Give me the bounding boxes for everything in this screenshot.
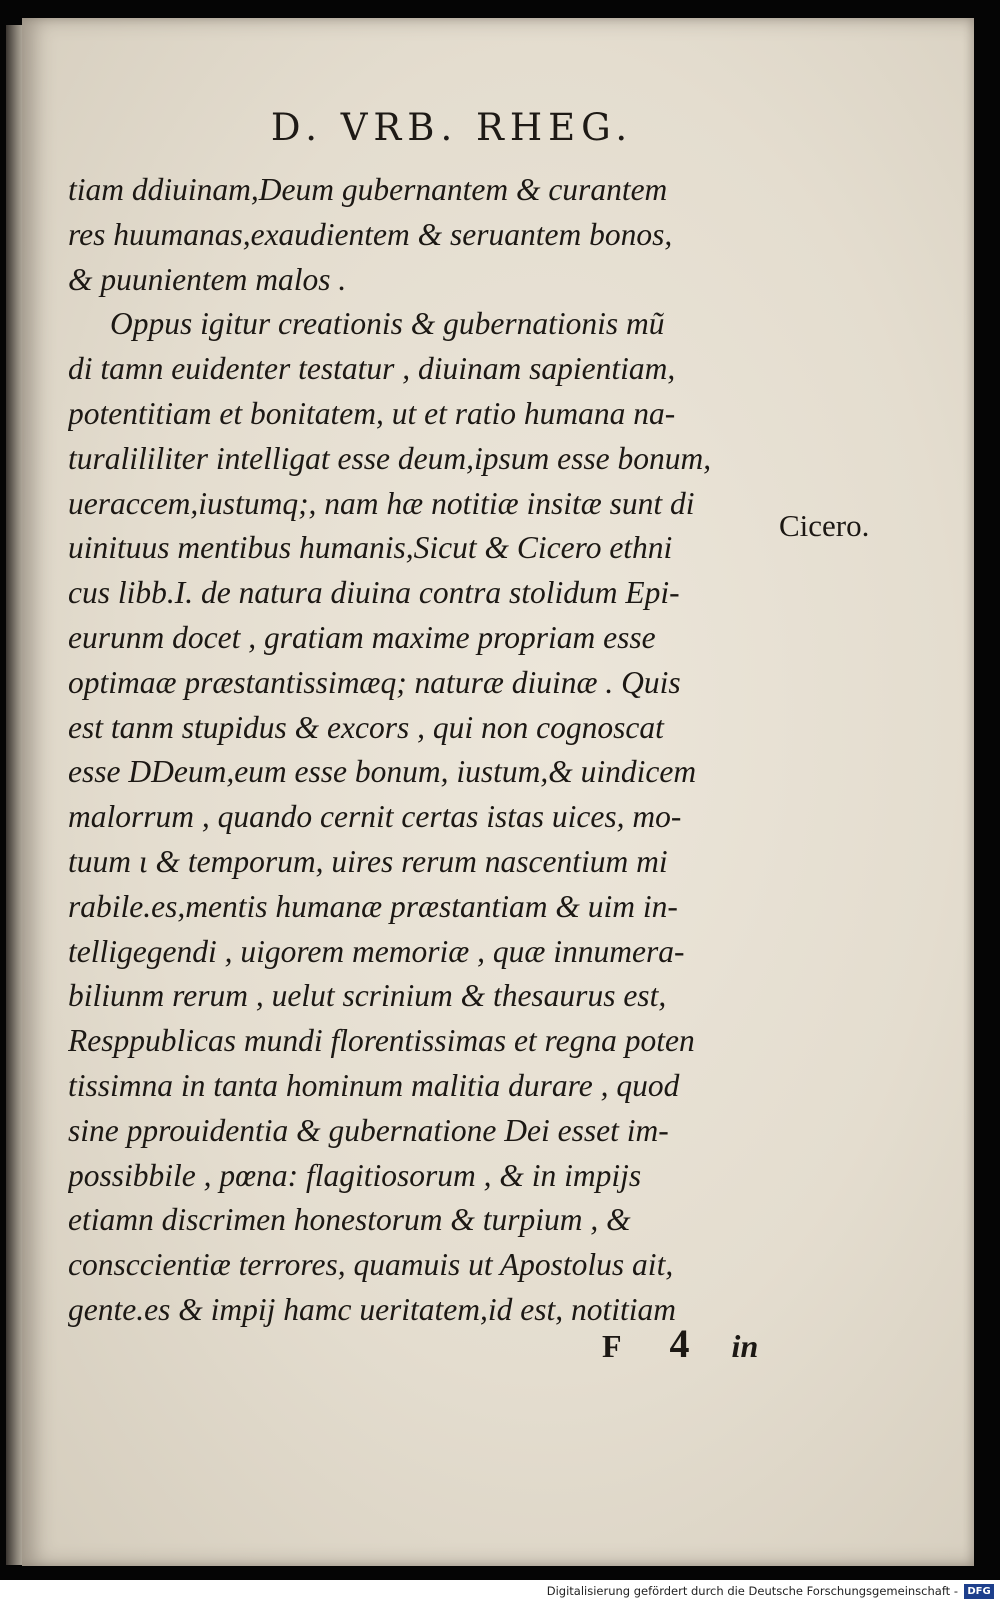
- catchword: in: [731, 1328, 759, 1364]
- dfg-logo: DFG: [964, 1584, 994, 1599]
- text-line: biliunm rerum , uelut scrinium & thesaurus est,: [68, 978, 667, 1014]
- text-line: tiam ddiuinam,Deum gubernantem & curantem: [68, 172, 668, 207]
- body-text: [68, 168, 768, 1333]
- text-line: tissimna in tanta hominum malitia durare , quod: [68, 1067, 680, 1103]
- text-line: etiamn discrimen honestorum & turpium , &: [68, 1202, 631, 1238]
- text-line: est tanm stupidus & excors , qui non cognoscat: [68, 709, 664, 745]
- text-line: eurunm docet , gratiam maxime propriam esse: [68, 619, 656, 655]
- text-line: malorrum , quando cernit certas istas uices, mo-: [68, 799, 682, 835]
- text-line: cus libb.I. de natura diuina contra stolidum Epi-: [68, 575, 680, 611]
- marginal-note: Cicero.: [779, 508, 870, 543]
- text-line: rabile.es,mentis humanæ præstantiam & uim in-: [68, 888, 678, 924]
- text-line: telligegendi , uigorem memoriæ , quæ innumera-: [68, 933, 685, 969]
- text-line: ueraccem,iustumq;, nam hæ notitiæ insitæ sunt di: [68, 485, 695, 521]
- text-line: di tamn euidenter testatur , diuinam sapientiam,: [68, 351, 676, 387]
- text-line: tuum ι & temporum, uires rerum nascentium mi: [68, 843, 668, 879]
- text-line: Resppublicas mundi florentissimas et regna poten: [68, 1023, 695, 1059]
- running-header: D. VRB. RHEG.: [270, 106, 634, 149]
- signature-line: [602, 1320, 758, 1367]
- text-line: sine pprouidentia & gubernatione Dei esset im-: [68, 1112, 669, 1148]
- text-line: potentitiam et bonitatem, ut et ratio humana na-: [68, 395, 676, 431]
- funding-credit: Digitalisierung gefördert durch die Deutsche Forschungsgemeinschaft -: [546, 1584, 958, 1598]
- book-page: [22, 18, 974, 1566]
- signature-letter: F: [602, 1328, 622, 1364]
- text-line: & puunientem malos .: [68, 261, 347, 297]
- text-line: gente.es & impij hamc ueritatem,id est, notitiam: [68, 1291, 677, 1327]
- text-line: Oppus igitur creationis & gubernationis mũ: [110, 306, 665, 342]
- text-line: uinituus mentibus humanis,Sicut & Cicero ethni: [68, 530, 673, 566]
- text-line: turalililiter intelligat esse deum,ipsum esse bonum,: [68, 440, 712, 476]
- text-line: consccientiæ terrores, quamuis ut Apostolus ait,: [68, 1247, 674, 1283]
- signature-number: 4: [669, 1321, 690, 1366]
- text-line: res huumanas,exaudientem & seruantem bonos,: [68, 216, 673, 252]
- text-line: possibbile , pœna: flagitiosorum , & in impijs: [68, 1157, 642, 1193]
- text-line: optimaæ præstantissimæq; naturæ diuinæ . Quis: [68, 664, 681, 700]
- text-line: esse DDeum,eum esse bonum, iustum,& uindicem: [68, 754, 697, 790]
- footer-bar: [0, 1580, 1000, 1605]
